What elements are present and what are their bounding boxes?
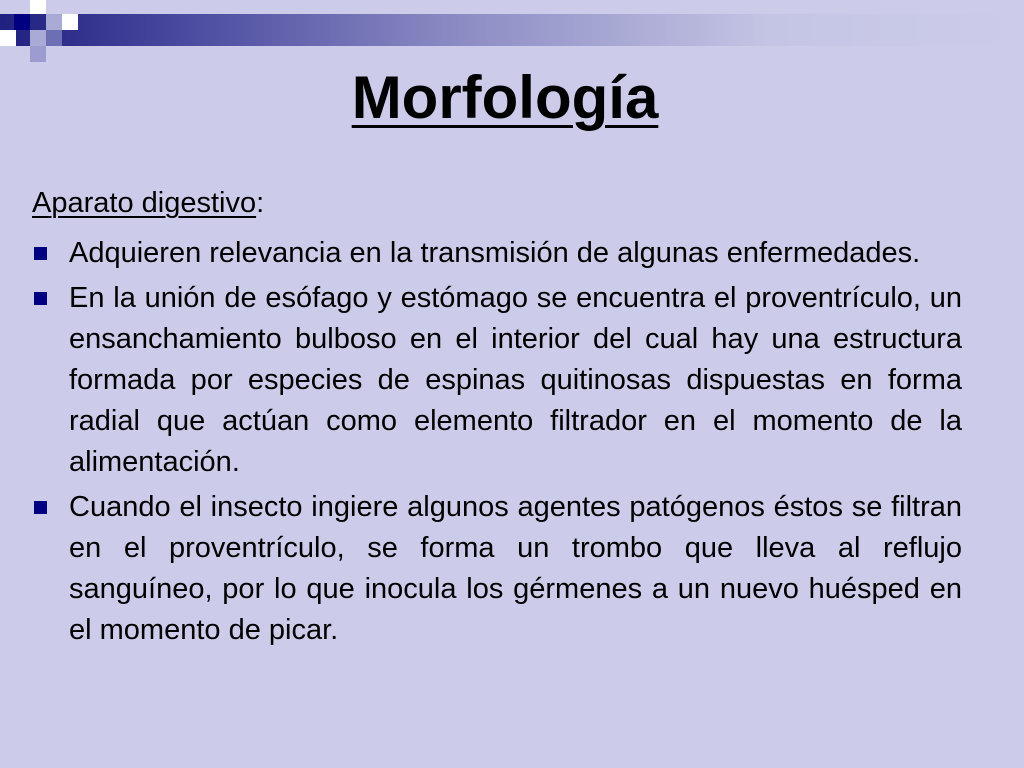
slide-title-text: Morfología xyxy=(351,64,659,131)
section-heading-colon: : xyxy=(256,187,265,219)
bullet-item xyxy=(32,487,962,651)
decorative-square xyxy=(0,30,16,46)
section-heading xyxy=(32,185,264,221)
decorative-square xyxy=(62,14,78,30)
square-bullet-icon xyxy=(34,247,47,260)
bullet-item xyxy=(32,233,962,274)
square-bullet-icon xyxy=(34,292,47,305)
bullet-text: En la unión de esófago y estómago se encuentra el proventrículo, un ensanchamiento bulboso en el interior del cual hay una estructura formada por especies de espinas quitinosas dispuestas en forma radial que actúan como elemento filtrador en el momento de la alimentación. xyxy=(69,282,962,478)
decorative-square xyxy=(30,0,46,14)
bullet-list xyxy=(32,233,962,655)
slide-title xyxy=(0,60,1010,136)
square-bullet-icon xyxy=(34,501,47,514)
decorative-square xyxy=(14,14,30,30)
decorative-square xyxy=(46,30,62,46)
decorative-square xyxy=(46,14,62,30)
decorative-top-band xyxy=(0,14,1024,46)
bullet-text: Cuando el insecto ingiere algunos agentes patógenos éstos se filtran en el proventrículo, se forma un trombo que lleva al reflujo sanguíneo, por lo que inocula los gérmenes a un nuevo huésped en el momento de picar. xyxy=(69,491,962,646)
bullet-item xyxy=(32,278,962,483)
decorative-square xyxy=(30,30,46,46)
bullet-text: Adquieren relevancia en la transmisión de algunas enfermedades. xyxy=(69,237,921,269)
section-heading-text: Aparato digestivo xyxy=(32,187,257,219)
